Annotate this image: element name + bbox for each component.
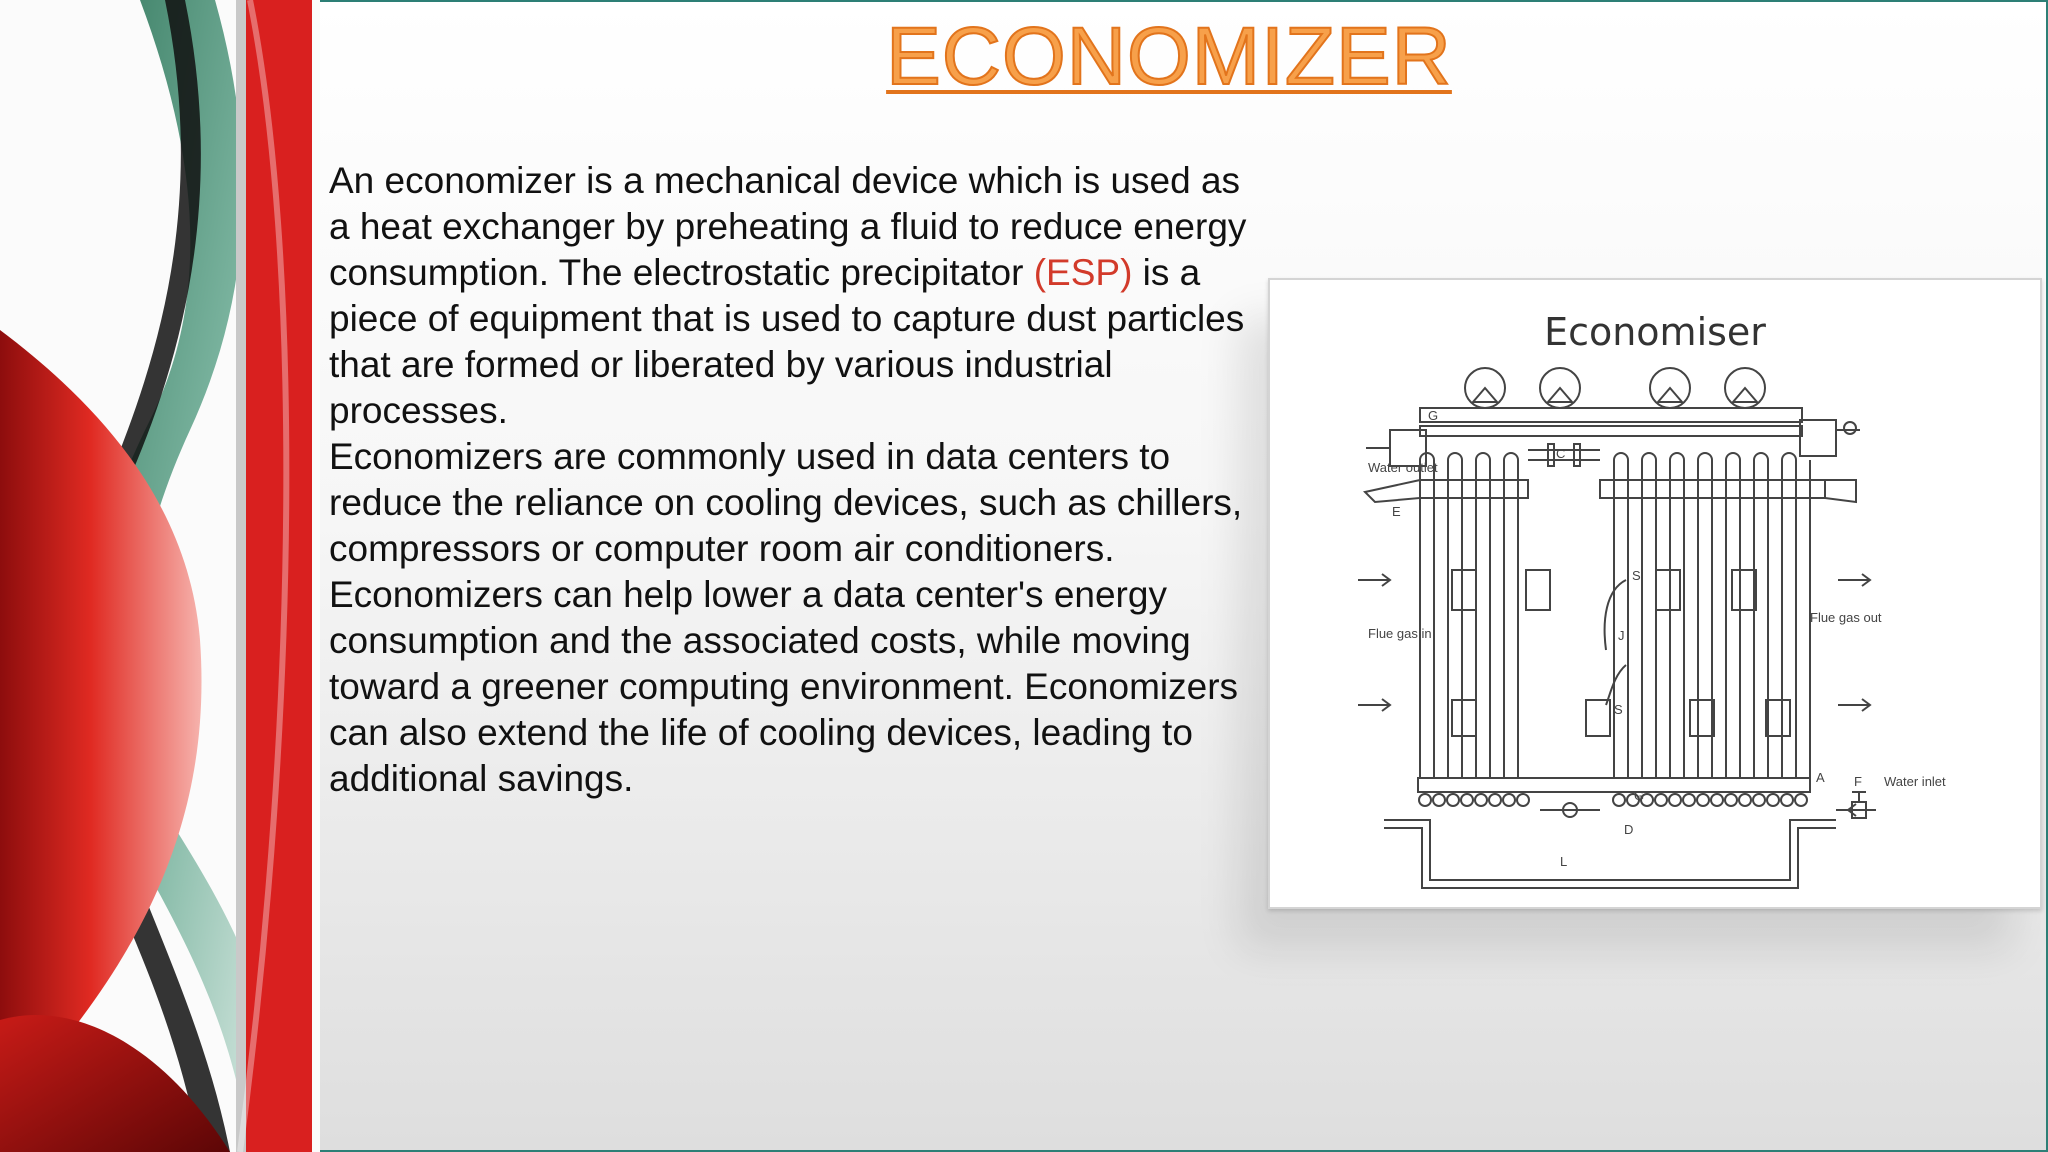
label-j: J — [1618, 628, 1625, 643]
label-s2: S — [1614, 702, 1623, 717]
label-l: L — [1560, 854, 1568, 869]
esp-highlight: (ESP) — [1033, 252, 1133, 293]
label-water-inlet: Water inlet — [1884, 774, 1946, 789]
label-g-top: G — [1428, 408, 1439, 423]
slide-title: ECONOMIZER — [886, 11, 1452, 102]
label-g-bottom: G — [1634, 788, 1645, 803]
body-text — [329, 158, 1269, 802]
label-c: C — [1556, 446, 1566, 461]
top-border-line — [300, 0, 2048, 2]
economiser-drawing — [1270, 280, 2040, 907]
paragraph-definition: An economizer is a mechanical device which is used as a heat exchanger by preheating a fluid to reduce energy consumption. The electrostatic precipitator (ESP) is a piece of equipment that is used to capture dust particles that are formed or liberated by various industrial processes. — [329, 160, 1247, 431]
label-water-outlet: Water outlet — [1368, 460, 1438, 475]
label-flue-gas-in: Flue gas in — [1368, 626, 1432, 641]
decorative-ribbon — [0, 0, 320, 1152]
label-s1: S — [1632, 568, 1641, 583]
economiser-diagram — [1268, 278, 2042, 909]
label-flue-gas-out: Flue gas out — [1810, 610, 1882, 625]
label-e: E — [1392, 504, 1401, 519]
gear-icon — [1465, 368, 1765, 408]
diagram-title: Economiser — [1544, 310, 1766, 354]
label-d: D — [1624, 822, 1634, 837]
label-f: F — [1854, 774, 1862, 789]
paragraph-data-centers: Economizers are commonly used in data centers to reduce the reliance on cooling devices, such as chillers, compressors or computer room air conditioners. Economizers can help lower a data center's energy consumption and the associated costs, while moving toward a greener computing environment. Economizers can also extend the life of cooling devices, leading to additional savings. — [329, 436, 1243, 799]
label-a: A — [1816, 770, 1825, 785]
